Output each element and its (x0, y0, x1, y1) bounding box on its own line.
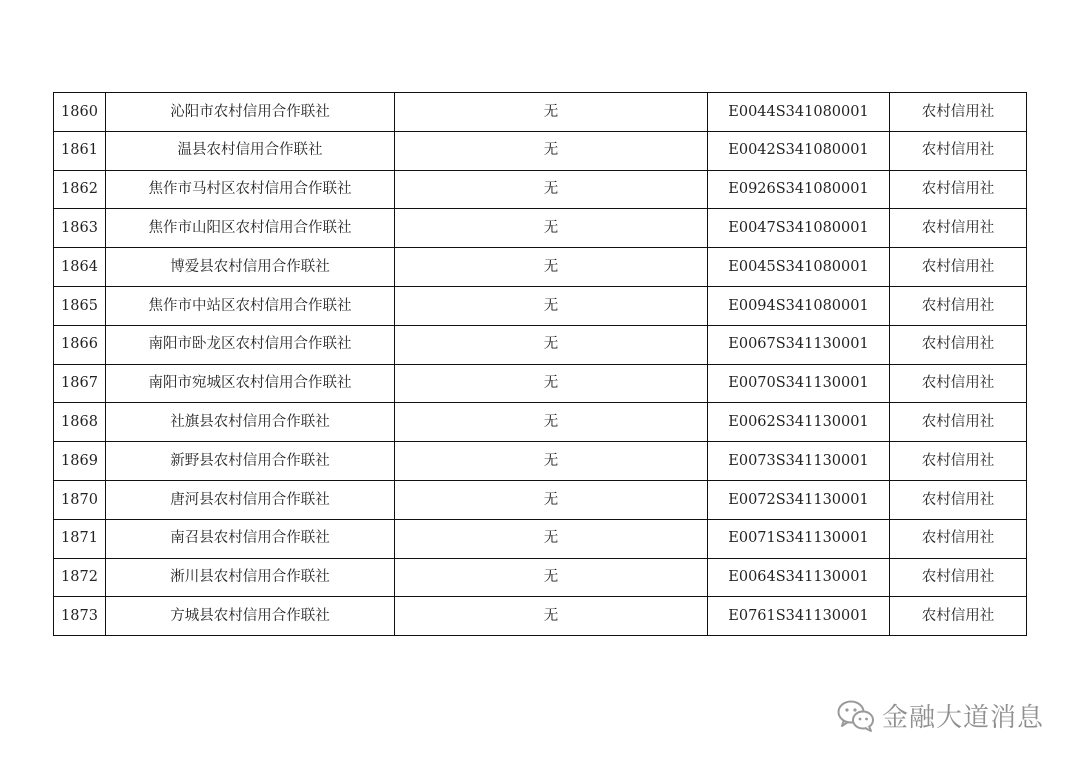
table-row (54, 480, 1027, 519)
table-body (54, 93, 1027, 636)
institution-name-cell: 方城县农村信用合作联社 (106, 597, 395, 636)
institution-type-cell: 农村信用社 (890, 131, 1027, 170)
row-number-cell: 1866 (54, 325, 106, 364)
other-name-cell: 无 (395, 364, 708, 403)
table-row (54, 93, 1027, 132)
institution-name-cell: 焦作市山阳区农村信用合作联社 (106, 209, 395, 248)
wechat-icon (836, 699, 876, 733)
license-code-cell: E0072S341130001 (708, 480, 890, 519)
watermark (836, 697, 1044, 734)
table-row (54, 131, 1027, 170)
row-number-cell: 1865 (54, 286, 106, 325)
other-name-cell: 无 (395, 480, 708, 519)
table-row (54, 325, 1027, 364)
row-number-cell: 1873 (54, 597, 106, 636)
institution-name-cell: 博爱县农村信用合作联社 (106, 248, 395, 287)
row-number-cell: 1871 (54, 519, 106, 558)
other-name-cell: 无 (395, 209, 708, 248)
institution-type-cell: 农村信用社 (890, 442, 1027, 481)
institution-type-cell: 农村信用社 (890, 597, 1027, 636)
institution-name-cell: 新野县农村信用合作联社 (106, 442, 395, 481)
table-row (54, 364, 1027, 403)
other-name-cell: 无 (395, 170, 708, 209)
license-code-cell: E0044S341080001 (708, 93, 890, 132)
institution-table (53, 92, 1027, 636)
row-number-cell: 1868 (54, 403, 106, 442)
other-name-cell: 无 (395, 325, 708, 364)
other-name-cell: 无 (395, 519, 708, 558)
license-code-cell: E0045S341080001 (708, 248, 890, 287)
license-code-cell: E0064S341130001 (708, 558, 890, 597)
table-row (54, 442, 1027, 481)
table-row (54, 558, 1027, 597)
license-code-cell: E0073S341130001 (708, 442, 890, 481)
table-row (54, 597, 1027, 636)
other-name-cell: 无 (395, 131, 708, 170)
watermark-text: 金融大道消息 (881, 703, 1044, 733)
other-name-cell: 无 (395, 403, 708, 442)
institution-type-cell: 农村信用社 (890, 248, 1027, 287)
row-number-cell: 1872 (54, 558, 106, 597)
institution-name-cell: 沁阳市农村信用合作联社 (106, 93, 395, 132)
row-number-cell: 1862 (54, 170, 106, 209)
institution-type-cell: 农村信用社 (890, 209, 1027, 248)
institution-name-cell: 焦作市马村区农村信用合作联社 (106, 170, 395, 209)
license-code-cell: E0926S341080001 (708, 170, 890, 209)
table-row (54, 286, 1027, 325)
row-number-cell: 1861 (54, 131, 106, 170)
institution-type-cell: 农村信用社 (890, 170, 1027, 209)
license-code-cell: E0067S341130001 (708, 325, 890, 364)
license-code-cell: E0761S341130001 (708, 597, 890, 636)
row-number-cell: 1864 (54, 248, 106, 287)
institution-name-cell: 唐河县农村信用合作联社 (106, 480, 395, 519)
institution-name-cell: 南阳市宛城区农村信用合作联社 (106, 364, 395, 403)
table-row (54, 170, 1027, 209)
license-code-cell: E0062S341130001 (708, 403, 890, 442)
institution-type-cell: 农村信用社 (890, 403, 1027, 442)
institution-name-cell: 南召县农村信用合作联社 (106, 519, 395, 558)
license-code-cell: E0042S341080001 (708, 131, 890, 170)
row-number-cell: 1867 (54, 364, 106, 403)
row-number-cell: 1860 (54, 93, 106, 132)
institution-name-cell: 南阳市卧龙区农村信用合作联社 (106, 325, 395, 364)
license-code-cell: E0094S341080001 (708, 286, 890, 325)
other-name-cell: 无 (395, 286, 708, 325)
institution-name-cell: 焦作市中站区农村信用合作联社 (106, 286, 395, 325)
institution-name-cell: 社旗县农村信用合作联社 (106, 403, 395, 442)
table-row (54, 248, 1027, 287)
license-code-cell: E0071S341130001 (708, 519, 890, 558)
institution-type-cell: 农村信用社 (890, 519, 1027, 558)
institution-type-cell: 农村信用社 (890, 480, 1027, 519)
row-number-cell: 1870 (54, 480, 106, 519)
row-number-cell: 1869 (54, 442, 106, 481)
license-code-cell: E0047S341080001 (708, 209, 890, 248)
institution-name-cell: 温县农村信用合作联社 (106, 131, 395, 170)
table-row (54, 403, 1027, 442)
institution-type-cell: 农村信用社 (890, 286, 1027, 325)
row-number-cell: 1863 (54, 209, 106, 248)
other-name-cell: 无 (395, 442, 708, 481)
institution-type-cell: 农村信用社 (890, 93, 1027, 132)
institution-name-cell: 淅川县农村信用合作联社 (106, 558, 395, 597)
institution-type-cell: 农村信用社 (890, 325, 1027, 364)
other-name-cell: 无 (395, 558, 708, 597)
other-name-cell: 无 (395, 597, 708, 636)
institution-type-cell: 农村信用社 (890, 364, 1027, 403)
other-name-cell: 无 (395, 248, 708, 287)
table-row (54, 209, 1027, 248)
table-row (54, 519, 1027, 558)
license-code-cell: E0070S341130001 (708, 364, 890, 403)
other-name-cell: 无 (395, 93, 708, 132)
institution-type-cell: 农村信用社 (890, 558, 1027, 597)
